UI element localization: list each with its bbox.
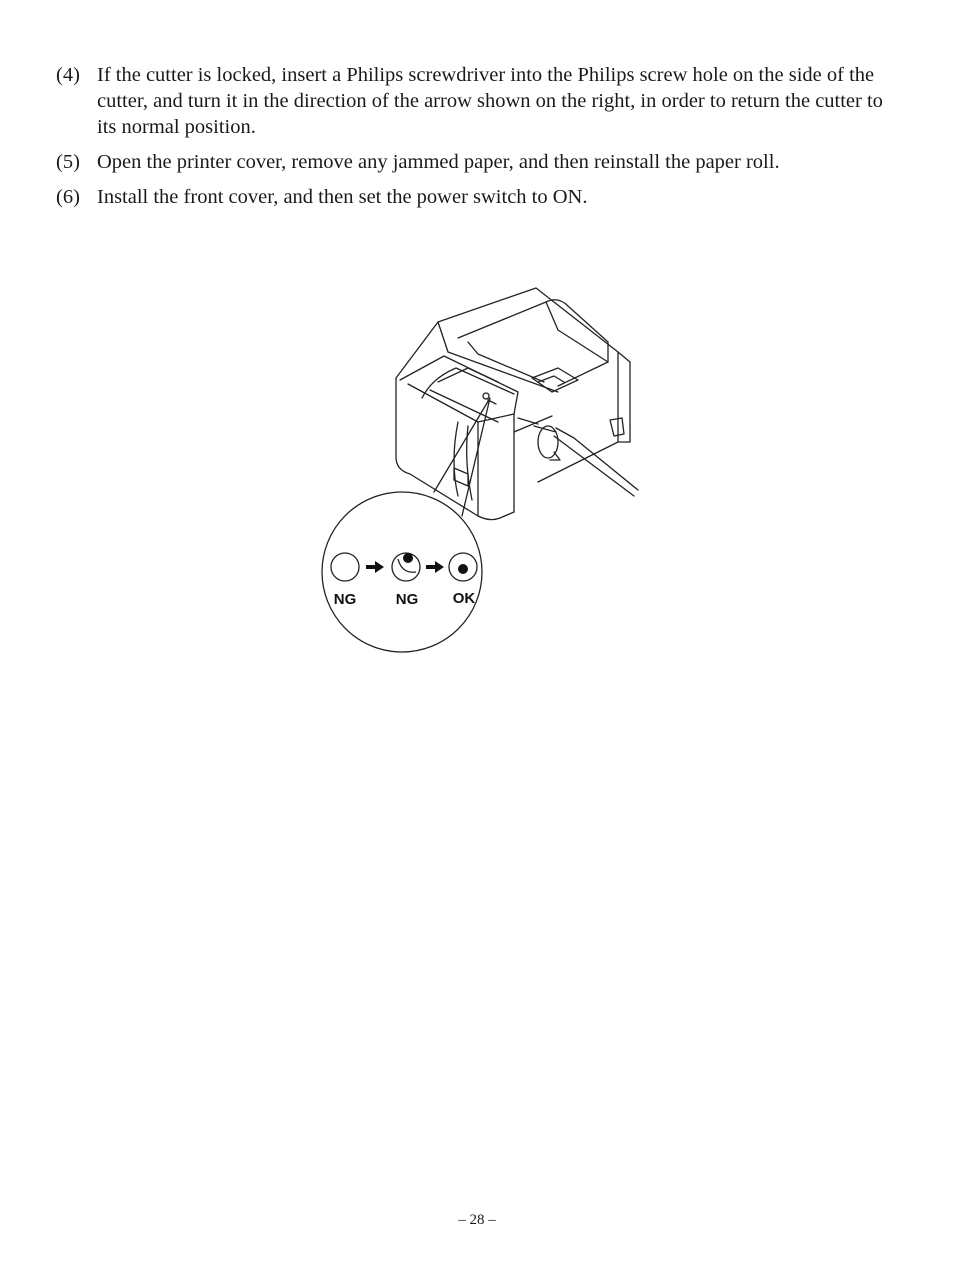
page-number: – 28 – <box>458 1212 496 1228</box>
cutter-reset-illustration <box>318 282 648 654</box>
hole-state-ng-empty <box>331 553 359 581</box>
screwdriver <box>534 426 638 496</box>
step-text: Open the printer cover, remove any jammed paper, and then reinstall the paper roll. <box>97 151 780 173</box>
callout-magnifier <box>322 492 482 652</box>
step-number: (4) <box>56 64 80 86</box>
step-number: (6) <box>56 186 80 208</box>
step-4 <box>56 62 906 140</box>
instruction-list <box>56 62 906 219</box>
step-number: (5) <box>56 151 80 173</box>
step-6 <box>56 184 906 210</box>
step-text: Install the front cover, and then set the power switch to ON. <box>97 186 588 208</box>
callout-leader <box>434 398 490 516</box>
state-label: NG <box>395 591 419 608</box>
printer-drawing <box>318 282 648 654</box>
hole-state-ng-partial <box>392 553 420 581</box>
hole-state-ok-dot <box>458 564 468 574</box>
step-text: If the cutter is locked, insert a Philips screwdriver into the Philips screw hole on the side of the cutter, and turn it in the direction of the arrow shown on the right, in order to return the cutter to its normal position. <box>97 64 883 138</box>
printer-body <box>396 288 630 520</box>
state-label: OK <box>452 590 476 607</box>
step-5 <box>56 149 906 175</box>
state-label: NG <box>333 591 357 608</box>
